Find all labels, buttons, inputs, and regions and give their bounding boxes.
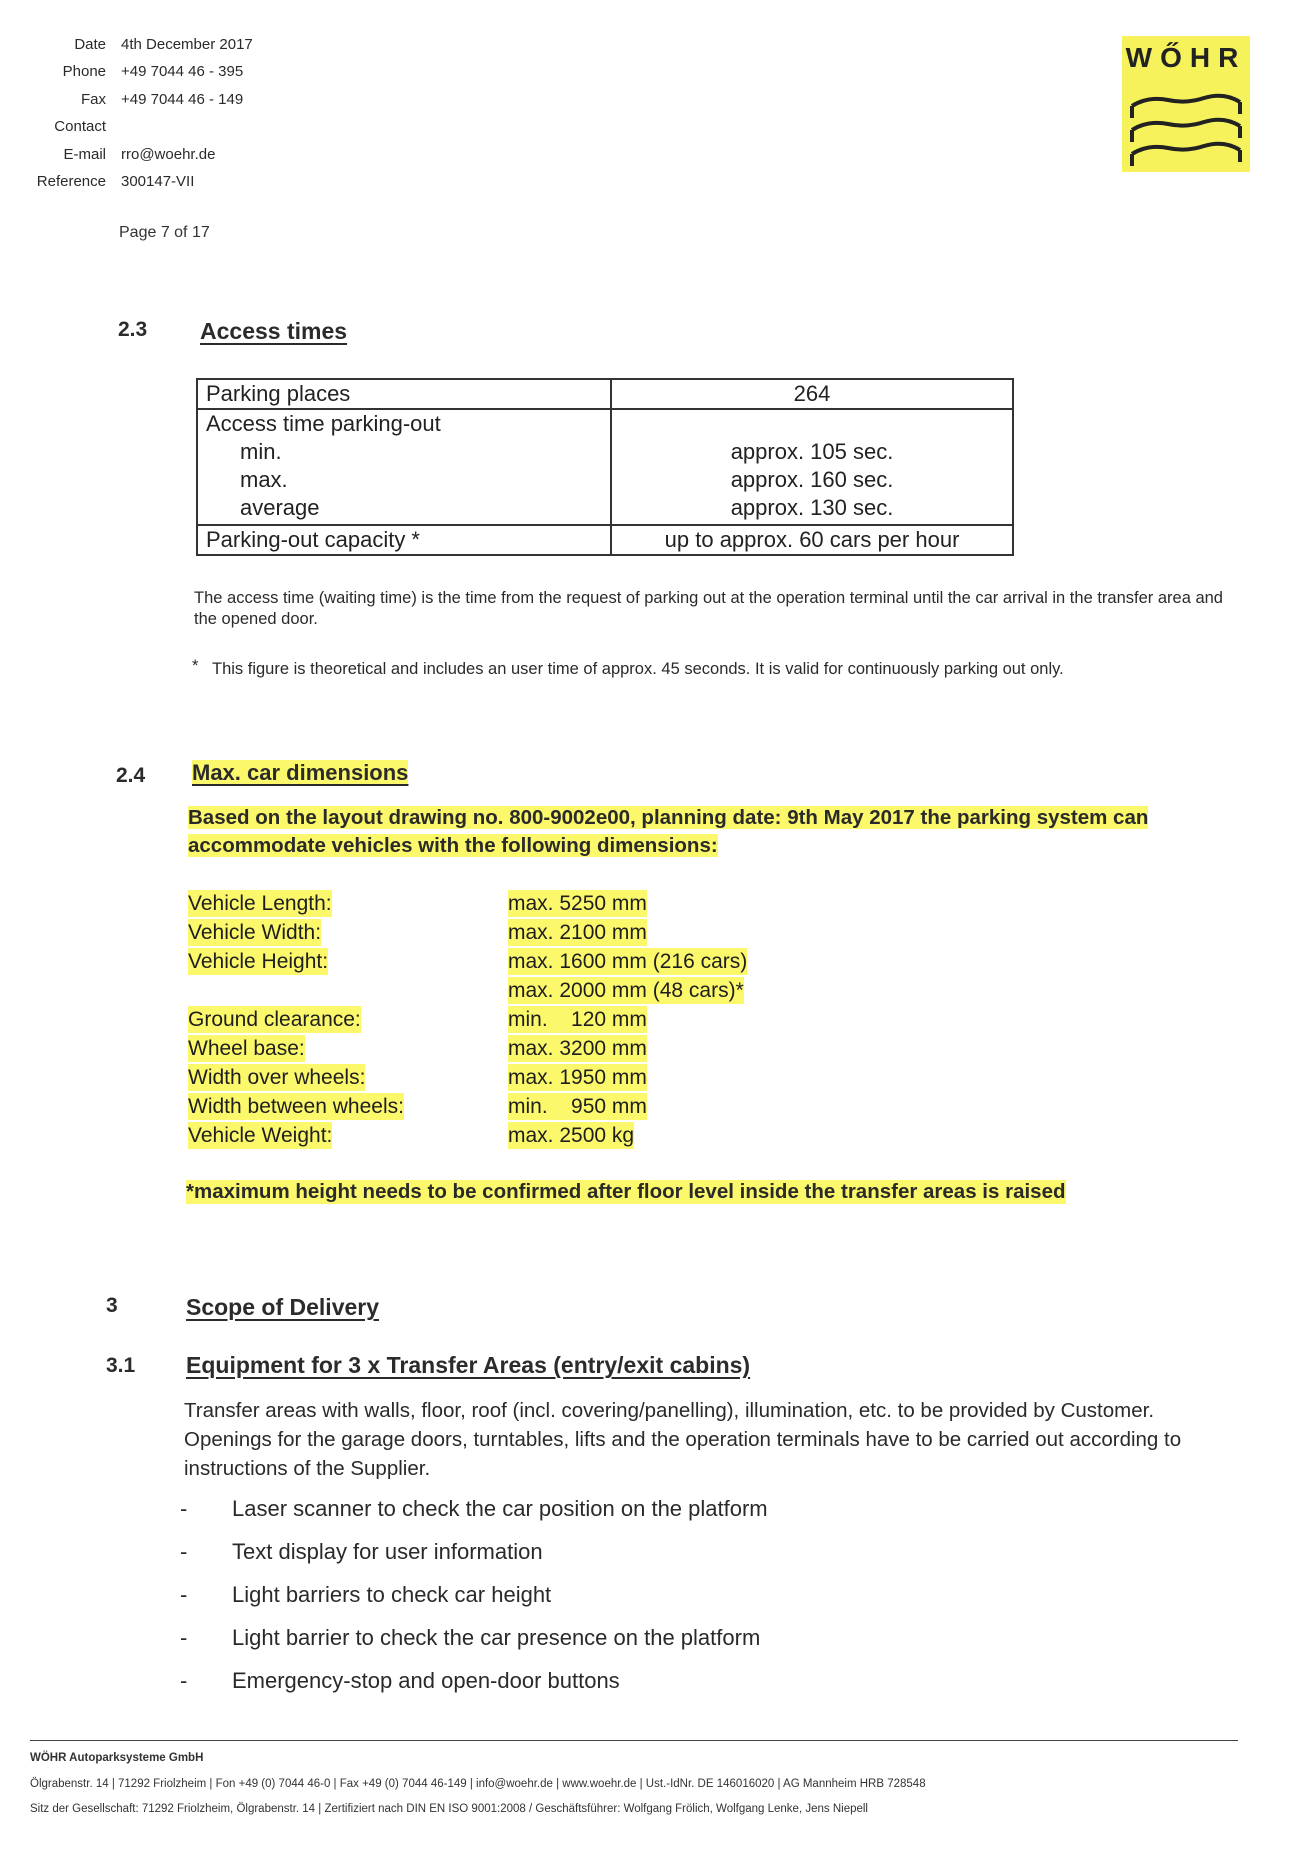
list-item: - Laser scanner to check the car position on the platform — [180, 1496, 768, 1521]
contact-label: Contact — [54, 118, 106, 135]
parking-places-label: Parking places — [197, 379, 611, 409]
fax-value: +49 7044 46 - 149 — [121, 91, 244, 108]
access-times-table — [196, 378, 1014, 556]
vehicle-length-value: max. 5250 mm — [508, 892, 647, 915]
date-label: Date — [74, 36, 106, 53]
phone-value: +49 7044 46 - 395 — [121, 63, 244, 80]
wheel-base-label: Wheel base: — [188, 1037, 305, 1060]
wheel-base-value: max. 3200 mm — [508, 1037, 647, 1060]
vehicle-width-value: max. 2100 mm — [508, 921, 647, 944]
table-row — [197, 379, 1013, 409]
parking-levels-icon — [1128, 88, 1244, 168]
section-2-4-title: Max. car dimensions — [192, 760, 409, 785]
vehicle-weight-label: Vehicle Weight: — [188, 1124, 333, 1147]
ground-clearance-value: min. 120 mm — [508, 1008, 647, 1031]
section-2-3-title: Access times — [200, 318, 348, 344]
vehicle-length-label: Vehicle Length: — [188, 892, 332, 915]
reference-value: 300147-VII — [121, 173, 195, 190]
dimensions-intro: Based on the layout drawing no. 800-9002e00, planning date: 9th May 2017 the parking system can accommodate vehicles with the following dimensions: — [188, 806, 1149, 857]
transfer-area-intro: Transfer areas with walls, floor, roof (incl. covering/panelling), illumination, etc. to be provided by Customer. Openings for the garage doors, turntables, lifts and the operation terminals have to be carried out according to instructions of the Supplier. — [184, 1399, 1182, 1480]
footer-line-1: Ölgrabenstr. 14 | 71292 Friolzheim | Fon +49 (0) 7044 46-0 | Fax +49 (0) 7044 46-149 | info@woehr.de | www.woehr.de | Ust.-IdNr. DE 146016020 | AG Mannheim HRB 728548 — [30, 1778, 926, 1790]
email-label: E-mail — [63, 146, 106, 163]
width-over-wheels-value: max. 1950 mm — [508, 1066, 647, 1089]
max-value: approx. 160 sec. — [730, 467, 894, 492]
footnote-marker: * — [192, 657, 199, 675]
woehr-logo — [1122, 36, 1250, 172]
width-between-wheels-label: Width between wheels: — [188, 1095, 404, 1118]
reference-label: Reference — [36, 173, 106, 190]
average-value: approx. 130 sec. — [730, 495, 894, 520]
date-value: 4th December 2017 — [121, 36, 253, 53]
list-item: - Light barrier to check the car presence on the platform — [180, 1625, 761, 1650]
list-item: - Text display for user information — [180, 1539, 543, 1564]
section-3-number: 3 — [106, 1294, 118, 1317]
section-3-1-title: Equipment for 3 x Transfer Areas (entry/exit cabins) — [186, 1352, 751, 1378]
average-label: average — [240, 495, 320, 520]
vehicle-height-label: Vehicle Height: — [188, 950, 329, 973]
ground-clearance-label: Ground clearance: — [188, 1008, 361, 1031]
max-height-note: *maximum height needs to be confirmed after floor level inside the transfer areas is raised — [186, 1180, 1066, 1203]
vehicle-weight-value: max. 2500 kg — [508, 1124, 635, 1147]
footer-company: WÖHR Autoparksysteme GmbH — [30, 1752, 204, 1764]
page-number: Page 7 of 17 — [119, 224, 210, 241]
list-item: - Emergency-stop and open-door buttons — [180, 1668, 620, 1693]
logo-text: WŐHR — [1125, 42, 1247, 73]
section-2-4-number: 2.4 — [116, 764, 146, 787]
min-value: approx. 105 sec. — [730, 439, 894, 464]
min-label: min. — [240, 439, 282, 464]
parking-places-value: 264 — [611, 379, 1013, 409]
fax-label: Fax — [80, 91, 106, 108]
phone-label: Phone — [62, 63, 106, 80]
section-3-1-number: 3.1 — [106, 1354, 136, 1377]
capacity-label: Parking-out capacity * — [197, 525, 611, 555]
access-time-label: Access time parking-out — [206, 411, 441, 436]
width-over-wheels-label: Width over wheels: — [188, 1066, 366, 1089]
table-row — [197, 409, 1013, 525]
section-2-3-number: 2.3 — [118, 318, 148, 341]
access-time-note: The access time (waiting time) is the time from the request of parking out at the operation terminal until the car arrival in the transfer area and the opened door. — [194, 589, 1223, 628]
vehicle-width-label: Vehicle Width: — [188, 921, 322, 944]
footnote-text: This figure is theoretical and includes an user time of approx. 45 seconds. It is valid for continuously parking out only. — [212, 660, 1064, 678]
max-label: max. — [240, 467, 288, 492]
footer-line-2: Sitz der Gesellschaft: 71292 Friolzheim, Ölgrabenstr. 14 | Zertifiziert nach DIN EN ISO 9001:2008 / Geschäftsführer: Wolfgang Frölich, Wolfgang Lenke, Jens Niepell — [30, 1803, 868, 1815]
vehicle-height-value: max. 1600 mm (216 cars) — [508, 950, 748, 973]
width-between-wheels-value: min. 950 mm — [508, 1095, 647, 1118]
capacity-value: up to approx. 60 cars per hour — [611, 525, 1013, 555]
table-row — [197, 525, 1013, 555]
section-3-title: Scope of Delivery — [186, 1294, 380, 1320]
footer-divider — [30, 1740, 1238, 1741]
vehicle-height-extra-value: max. 2000 mm (48 cars)* — [508, 979, 744, 1002]
email-value: rro@woehr.de — [121, 146, 216, 163]
list-item: - Light barriers to check car height — [180, 1582, 552, 1607]
